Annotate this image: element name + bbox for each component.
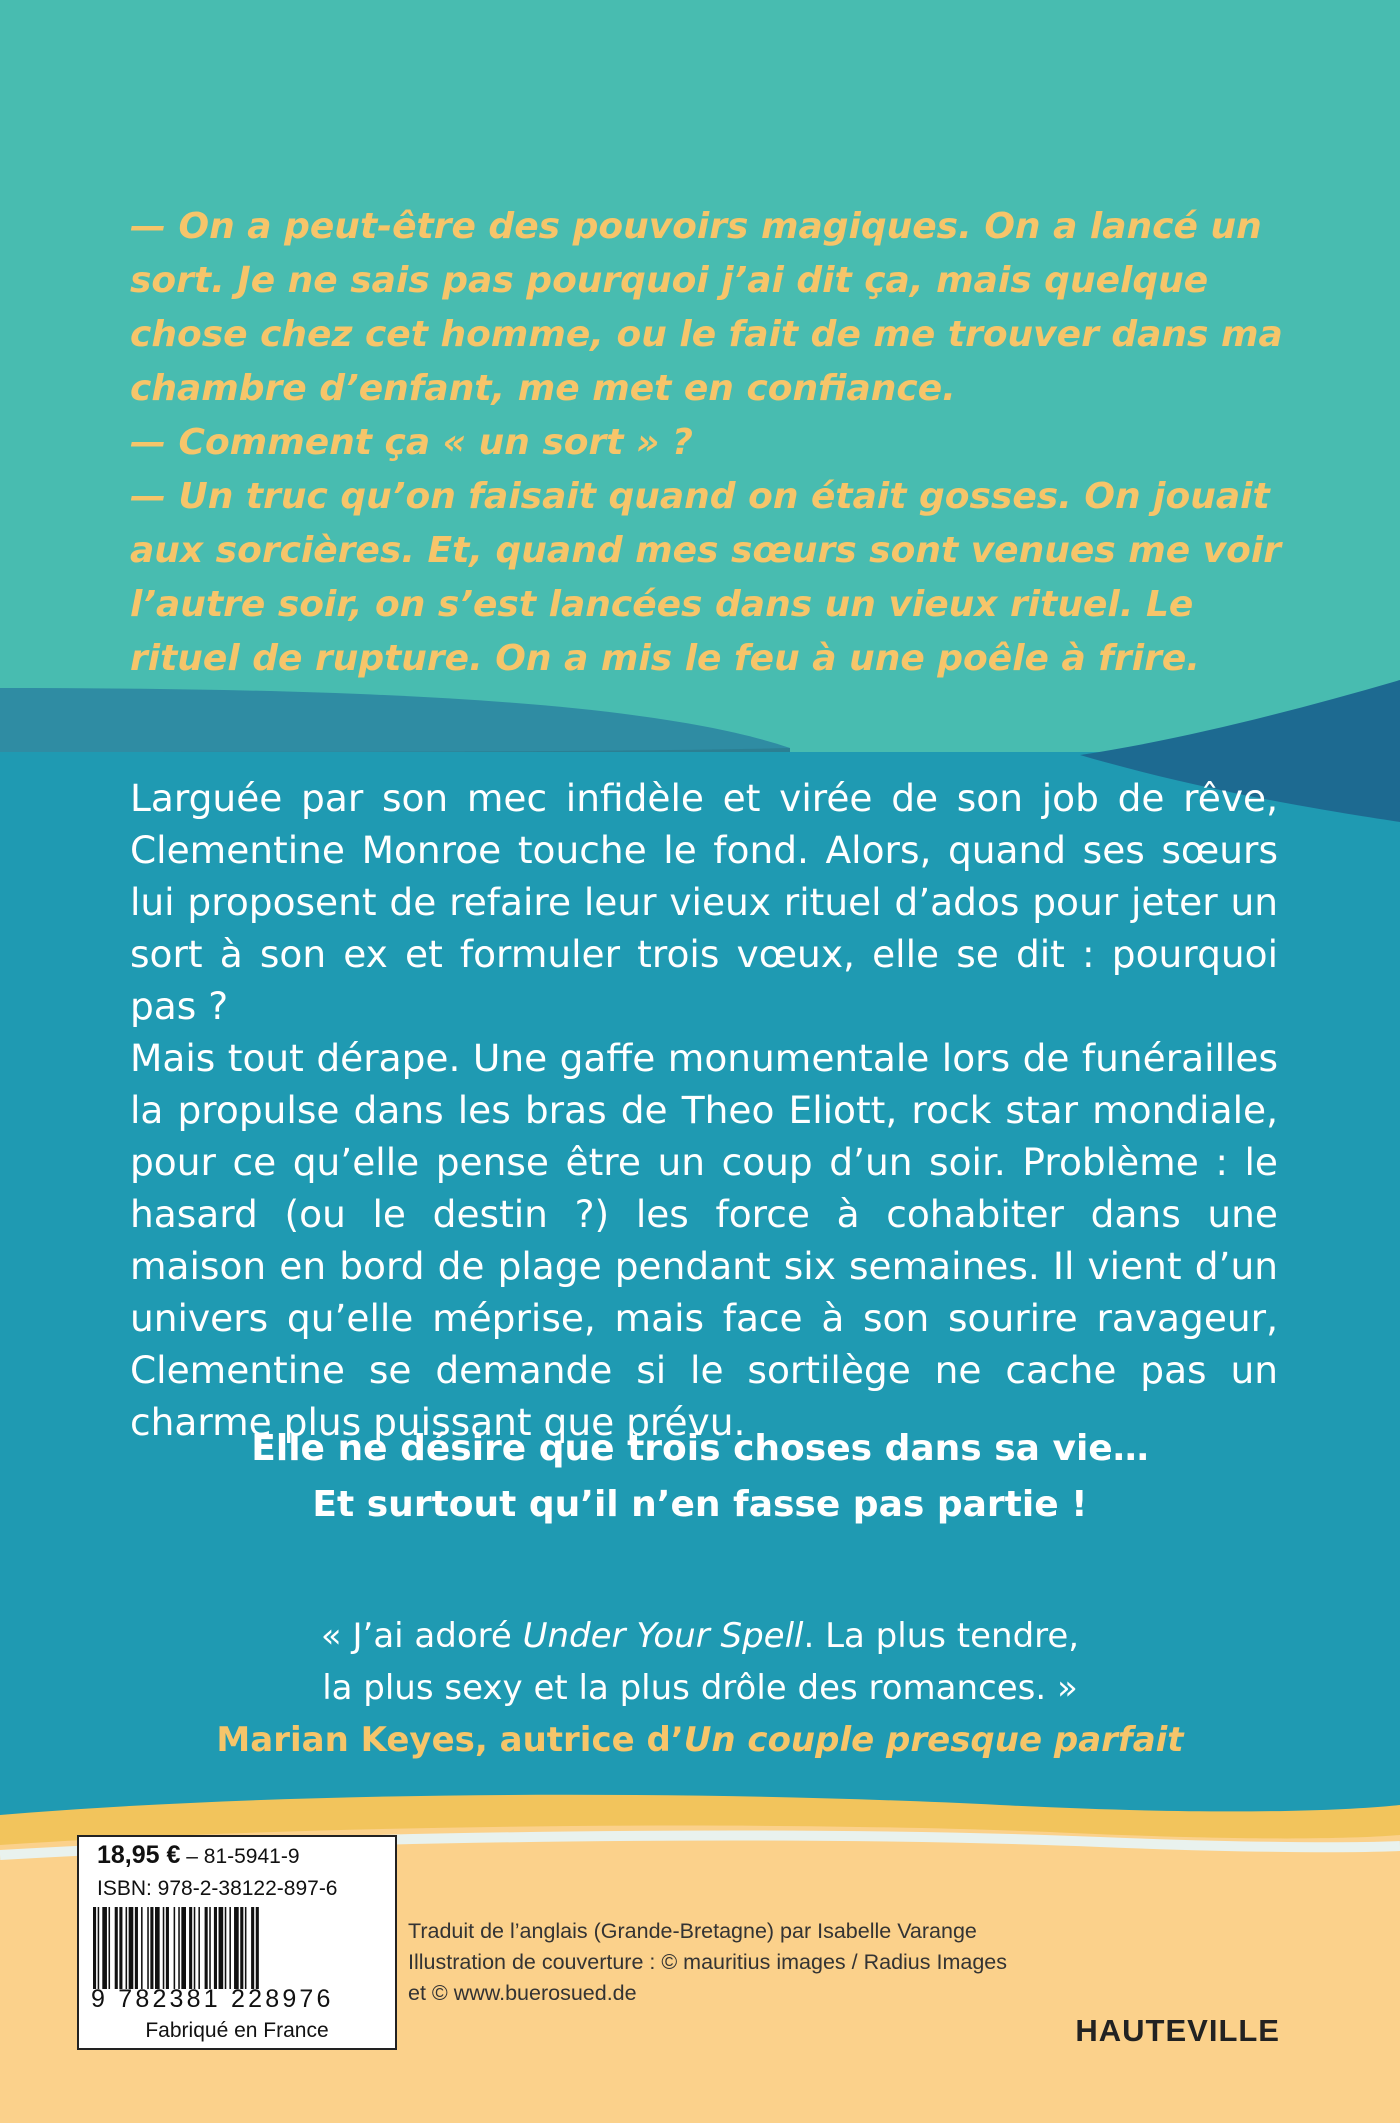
barcode-bar: [240, 1907, 243, 1989]
barcode-bar: [234, 1907, 239, 1989]
barcode-bar: [98, 1907, 100, 1989]
barcode-bar: [189, 1907, 192, 1989]
barcode-bars: [91, 1907, 385, 1989]
barcode-bar: [147, 1907, 149, 1989]
barcode-bar: [129, 1907, 134, 1989]
barcode-bar: [225, 1907, 227, 1989]
credit-line: et © www.buerosued.de: [408, 1981, 637, 2005]
publisher-logo: HAUTEVILLE: [1075, 2013, 1280, 2048]
barcode-bar: [181, 1907, 186, 1989]
excerpt-paragraph: — Un truc qu’on faisait quand on était gosses. On jouait aux sorcières. Et, quand mes sœurs sont venues me voir l’autre soir, on s’est lancées dans un vieux rituel. Le rituel de rupture. On a mis le feu à une poêle à frire.: [130, 476, 1281, 679]
barcode-bar: [109, 1907, 111, 1989]
barcode-bar: [155, 1907, 160, 1989]
review-book-title: Under Your Spell: [522, 1616, 804, 1656]
barcode-bar: [93, 1907, 96, 1989]
blurb-paragraph: Larguée par son mec infidèle et virée de son job de rêve, Clementine Monroe touche le fond. Alors, quand ses sœurs lui proposent de refaire leur vieux rituel d’ados pour jeter un sort à son ex et formuler trois vœux, elle se dit : pourquoi pas ?: [130, 776, 1278, 1028]
barcode-bar: [150, 1907, 153, 1989]
barcode-bar: [214, 1907, 217, 1989]
attribution-author: Marian Keyes, autrice d’: [216, 1720, 684, 1760]
barcode-bar: [119, 1907, 122, 1989]
excerpt-paragraph: — Comment ça « un sort » ?: [130, 422, 693, 463]
barcode-box: [77, 1835, 397, 2050]
barcode-bar: [229, 1907, 231, 1989]
review-line: [0, 1610, 1400, 1662]
barcode-bar: [194, 1907, 196, 1989]
barcode-bar: [166, 1907, 169, 1989]
excerpt-paragraph: — On a peut-être des pouvoirs magiques. On a lancé un sort. Je ne sais pas pourquoi j’ai dit ça, mais quelque chose chez cet homme, ou le fait de me trouver dans ma chambre d’enfant, me met en confiance.: [130, 206, 1283, 409]
barcode-bar: [115, 1907, 118, 1989]
internal-code: – 81-5941-9: [180, 1845, 300, 1868]
review-quote: [0, 1610, 1400, 1766]
tagline-line: Elle ne désire que trois choses dans sa vie…: [251, 1428, 1149, 1469]
tagline: [0, 1421, 1400, 1533]
review-line: la plus sexy et la plus drôle des romances. »: [322, 1668, 1078, 1708]
barcode-bar: [251, 1907, 254, 1989]
review-attribution: [0, 1714, 1400, 1766]
blurb: [130, 772, 1278, 1448]
ean-digits: 9 782381 228976: [91, 1985, 334, 2013]
barcode-bar: [141, 1907, 143, 1989]
credits: [408, 1916, 1108, 2009]
review-text: « J’ai adoré: [320, 1616, 523, 1656]
barcode-bar: [126, 1907, 128, 1989]
price-line: [97, 1841, 300, 1870]
barcode-bar: [178, 1907, 180, 1989]
credit-line: Traduit de l’anglais (Grande-Bretagne) par Isabelle Varange: [408, 1919, 977, 1943]
barcode-bar: [205, 1907, 208, 1989]
barcode-bar: [135, 1907, 138, 1989]
price: 18,95 €: [97, 1841, 181, 1869]
tagline-line: Et surtout qu’il n’en fasse pas partie !: [312, 1484, 1088, 1525]
barcode-bar: [219, 1907, 224, 1989]
attribution-book-title: Un couple presque parfait: [683, 1720, 1184, 1760]
barcode-bar: [174, 1907, 176, 1989]
blurb-paragraph: Mais tout dérape. Une gaffe monumentale lors de funérailles la propulse dans les bras de Theo Eliott, rock star mondiale, pour ce qu’elle pense être un coup d’un soir. Problème : le hasard (ou le destin ?) les force à cohabiter dans une maison en bord de plage pendant six semaines. Il vient d’un univers qu’elle méprise, mais face à son sourire ravageur, Clementine se demande si le sortilège ne cache pas un charme plus puissant que prévu.: [130, 1036, 1278, 1444]
barcode-bar: [209, 1907, 211, 1989]
barcode-bar: [245, 1907, 247, 1989]
barcode-bar: [163, 1907, 165, 1989]
barcode-bar: [102, 1907, 107, 1989]
review-text: . La plus tendre,: [803, 1616, 1080, 1656]
barcode-bar: [198, 1907, 200, 1989]
credit-line: Illustration de couverture : © mauritius images / Radius Images: [408, 1950, 1007, 1974]
made-in-label: Fabriqué en France: [145, 2019, 329, 2042]
excerpt-quote: [130, 200, 1310, 686]
barcode-bar: [256, 1907, 259, 1989]
isbn: ISBN: 978-2-38122-897-6: [97, 1877, 338, 1900]
